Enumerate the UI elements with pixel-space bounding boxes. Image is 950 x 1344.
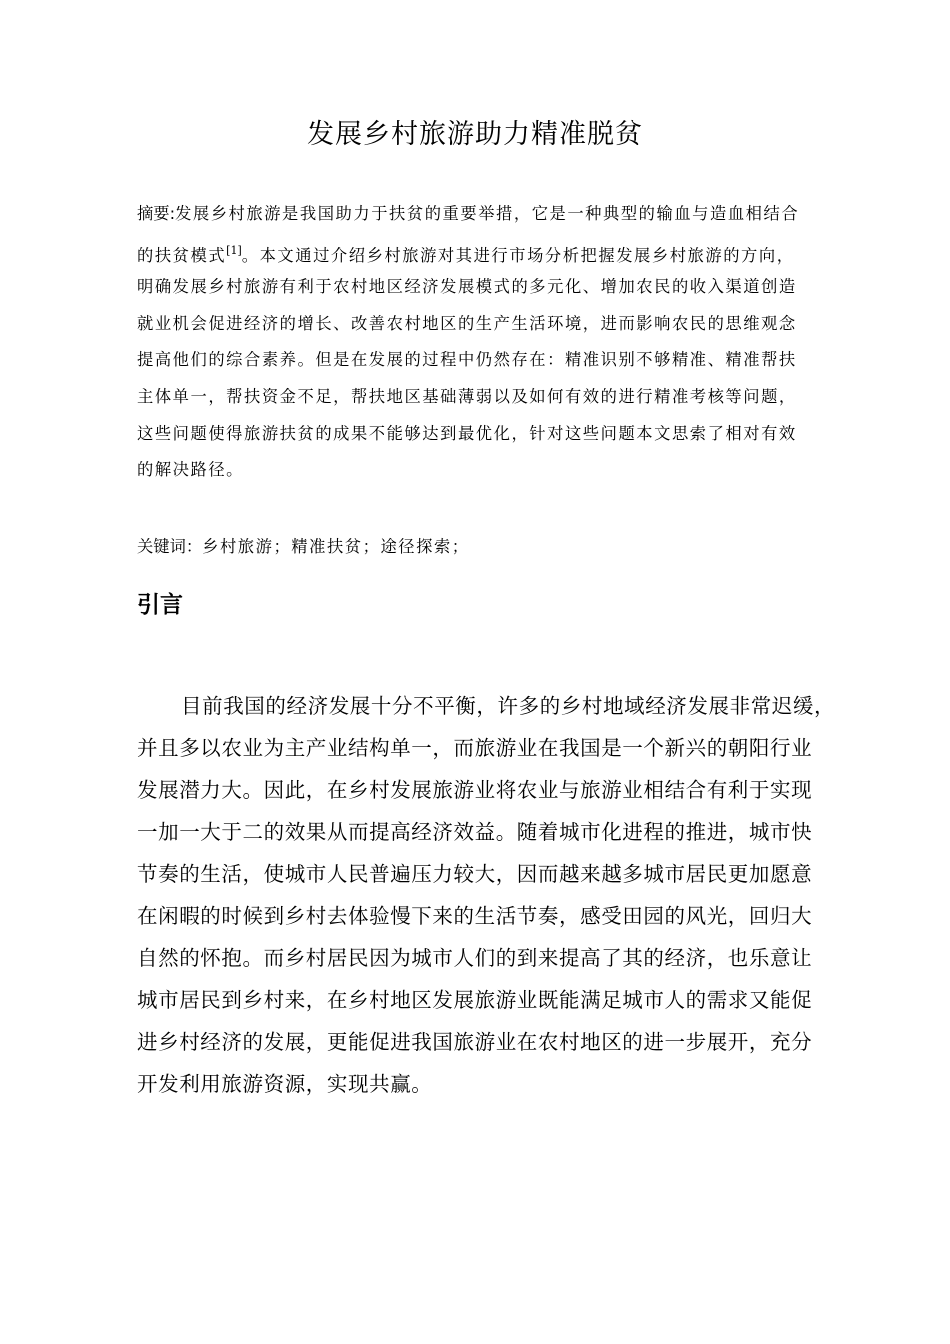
document-title: 发展乡村旅游助力精准脱贫 (307, 119, 643, 150)
abstract-line: 提高他们的综合素养。但是在发展的过程中仍然存在：精准识别不够精准、精准帮扶 (137, 350, 797, 370)
paragraph-line: 目前我国的经济发展十分不平衡，许多的乡村地域经济发展非常迟缓， (181, 694, 836, 718)
abstract-line (137, 199, 857, 236)
keywords-text: 乡村旅游；精准扶贫；途径探索； (202, 537, 470, 556)
paragraph-line: 发展潜力大。因此，在乡村发展旅游业将农业与旅游业相结合有利于实现 (137, 778, 813, 802)
abstract-text: 的扶贫模式 (137, 245, 227, 265)
abstract-line: 这些问题使得旅游扶贫的成果不能够达到最优化，针对这些问题本文思索了相对有效 (137, 423, 797, 443)
abstract-text: 发展乡村旅游是我国助力于扶贫的重要举措，它是一种典型的输血与造血相结合 (175, 204, 800, 223)
paragraph-line: 节奏的生活，使城市人民普遍压力较大，因而越来越多城市居民更加愿意 (137, 862, 813, 886)
paragraph-line: 开发利用旅游资源，实现共赢。 (137, 1072, 433, 1096)
abstract-line: 明确发展乡村旅游有利于农村地区经济发展模式的多元化、增加农民的收入渠道创造 (137, 277, 797, 297)
abstract-line: 的解决路径。 (137, 460, 244, 480)
abstract-line: 主体单一，帮扶资金不足，帮扶地区基础薄弱以及如何有效的进行精准考核等问题， (137, 386, 797, 406)
keywords-label: 关键词： (137, 537, 203, 556)
keywords (137, 532, 470, 562)
introduction-paragraph (137, 686, 877, 1106)
paragraph-line: 城市居民到乡村来，在乡村地区发展旅游业既能满足城市人的需求又能促 (137, 988, 813, 1012)
paragraph-line: 一加一大于二的效果从而提高经济效益。随着城市化进程的推进，城市快 (137, 820, 813, 844)
section-heading: 引言 (137, 592, 183, 618)
paragraph-line: 自然的怀抱。而乡村居民因为城市人们的到来提高了其的经济，也乐意让 (137, 946, 813, 970)
citation-ref[interactable]: [1] (226, 243, 242, 257)
paragraph-line: 进乡村经济的发展，更能促进我国旅游业在农村地区的进一步展开，充分 (137, 1030, 813, 1054)
paragraph-line: 在闲暇的时候到乡村去体验慢下来的生活节奏，感受田园的风光，回归大 (137, 904, 813, 928)
abstract-label: 摘要: (137, 204, 176, 223)
abstract (137, 199, 857, 492)
paragraph-line: 并且多以农业为主产业结构单一，而旅游业在我国是一个新兴的朝阳行业 (137, 736, 813, 760)
abstract-text: 。本文通过介绍乡村旅游对其进行市场分析把握发展乡村旅游的方向， (241, 245, 795, 265)
abstract-line: 就业机会促进经济的增长、改善农村地区的生产生活环境，进而影响农民的思维观念 (137, 313, 797, 333)
abstract-line (137, 236, 857, 273)
